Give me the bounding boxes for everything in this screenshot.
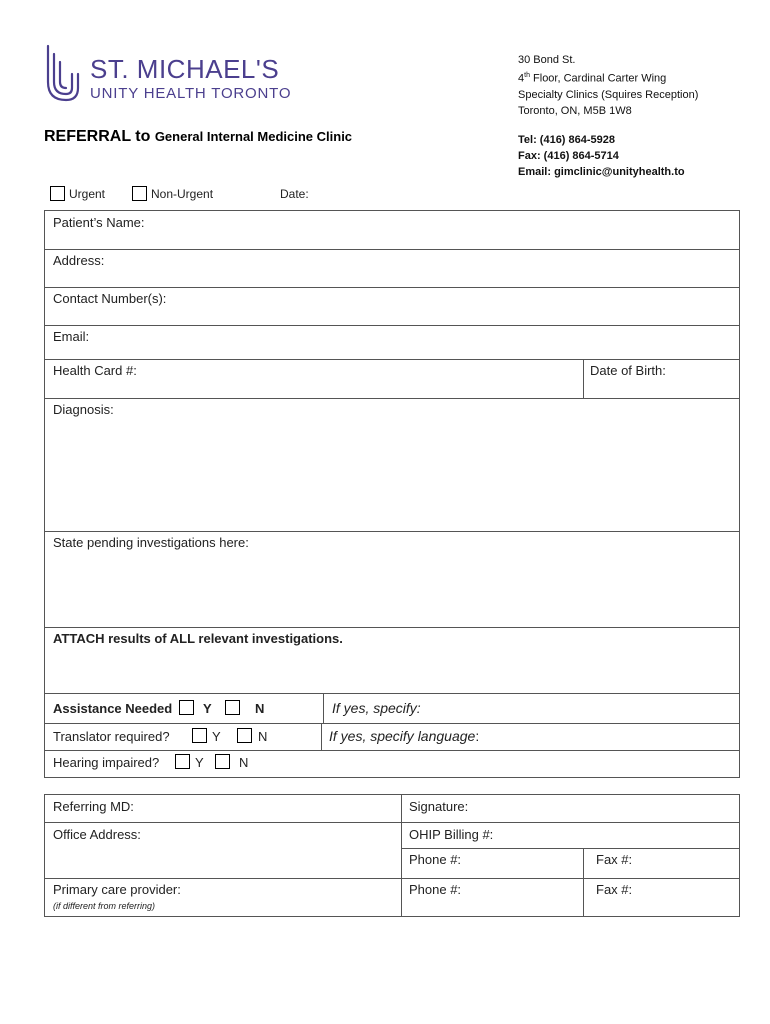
email-field[interactable] — [45, 326, 739, 360]
contact-number-label: Contact Number(s): — [53, 291, 167, 306]
dob-label: Date of Birth: — [590, 363, 666, 378]
hearing-impaired-label: Hearing impaired? — [53, 755, 160, 770]
ohip-row — [401, 823, 739, 849]
primary-care-label[interactable]: Primary care provider: — [53, 882, 181, 897]
hearing-yes-label: Y — [195, 755, 204, 770]
patient-name-label: Patient’s Name: — [53, 215, 145, 230]
translator-row — [45, 724, 739, 751]
address-line-2 — [518, 68, 698, 87]
referring-md-row — [45, 795, 739, 823]
pending-investigations-label: State pending investigations here: — [53, 535, 249, 550]
translator-no-label: N — [258, 729, 268, 744]
clinic-tel: Tel: (416) 864-5928 — [518, 134, 616, 146]
pending-investigations-field[interactable] — [45, 532, 739, 628]
translator-yes-checkbox[interactable] — [192, 727, 207, 745]
primary-care-note: (if different from referring) — [53, 901, 156, 911]
logo-name: ST. MICHAEL'S — [90, 54, 280, 84]
attach-results-label: ATTACH results of ALL relevant investigations. — [53, 631, 343, 646]
address-label: Address: — [53, 253, 105, 268]
ohip-billing-label[interactable]: OHIP Billing #: — [409, 827, 494, 842]
assistance-no-checkbox[interactable] — [225, 699, 240, 717]
divider — [583, 879, 584, 916]
urgent-label: Urgent — [69, 187, 106, 201]
title-main: REFERRAL to — [44, 128, 155, 145]
clinic-email: Email: gimclinic@unityhealth.to — [518, 166, 685, 178]
contact-number-field[interactable] — [45, 288, 739, 326]
diagnosis-label: Diagnosis: — [53, 402, 114, 417]
hearing-no-label: N — [239, 755, 249, 770]
title-clinic: General Internal Medicine Clinic — [154, 129, 353, 144]
non-urgent-checkbox[interactable] — [132, 185, 147, 203]
attach-results-field[interactable] — [45, 628, 739, 694]
assistance-yes-checkbox[interactable] — [179, 699, 194, 717]
hearing-row — [45, 751, 739, 777]
clinic-address — [518, 52, 698, 119]
address-field[interactable] — [45, 250, 739, 288]
referrer-info-box — [44, 794, 740, 917]
specify-language-colon: : — [475, 728, 480, 744]
email-label: Email: — [53, 329, 90, 344]
patient-name-field[interactable] — [45, 211, 739, 250]
translator-label: Translator required? — [53, 729, 170, 744]
assistance-row — [45, 694, 739, 724]
floor-rest: Floor, Cardinal Carter Wing — [529, 72, 667, 85]
date-label: Date: — [280, 187, 309, 201]
hearing-no-checkbox[interactable] — [215, 753, 230, 771]
clinic-contact — [518, 132, 685, 180]
office-address-label[interactable]: Office Address: — [53, 827, 141, 842]
divider — [583, 849, 584, 878]
translator-language-label — [329, 728, 479, 744]
floor-suffix: th — [524, 72, 530, 79]
patient-info-box — [44, 210, 740, 778]
primary-phone-label[interactable]: Phone #: — [409, 882, 462, 897]
divider — [321, 724, 322, 750]
office-phone-fax-row — [401, 849, 739, 878]
hearing-yes-checkbox[interactable] — [175, 753, 190, 771]
non-urgent-label: Non-Urgent — [151, 187, 214, 201]
translator-yes-label: Y — [212, 729, 221, 744]
office-phone-label[interactable]: Phone #: — [409, 852, 462, 867]
office-fax-label[interactable]: Fax #: — [596, 852, 633, 867]
logo-subtitle: UNITY HEALTH TORONTO — [90, 85, 292, 102]
health-card-label: Health Card #: — [53, 363, 137, 378]
translator-no-checkbox[interactable] — [237, 727, 252, 745]
address-line-3: Specialty Clinics (Squires Reception) — [518, 88, 699, 101]
signature-label[interactable]: Signature: — [409, 799, 469, 814]
health-card-row — [45, 360, 739, 399]
assistance-needed-label: Assistance Needed — [53, 701, 173, 716]
divider — [323, 694, 324, 723]
specify-language-text: If yes, specify language — [329, 728, 476, 744]
logo-mark-icon — [44, 44, 80, 102]
assistance-yes-label: Y — [203, 701, 212, 716]
address-line-4: Toronto, ON, M5B 1W8 — [518, 104, 632, 117]
address-line-1: 30 Bond St. — [518, 54, 576, 66]
assistance-specify-label: If yes, specify: — [332, 700, 421, 716]
urgent-checkbox[interactable] — [50, 185, 65, 203]
divider — [583, 360, 584, 398]
clinic-fax: Fax: (416) 864-5714 — [518, 150, 619, 162]
assistance-no-label: N — [255, 701, 265, 716]
primary-care-row — [45, 878, 739, 917]
referring-md-label[interactable]: Referring MD: — [53, 799, 134, 814]
page-title — [44, 128, 352, 146]
diagnosis-field[interactable] — [45, 399, 739, 532]
primary-fax-label[interactable]: Fax #: — [596, 882, 633, 897]
floor-number: 4 — [518, 72, 525, 85]
